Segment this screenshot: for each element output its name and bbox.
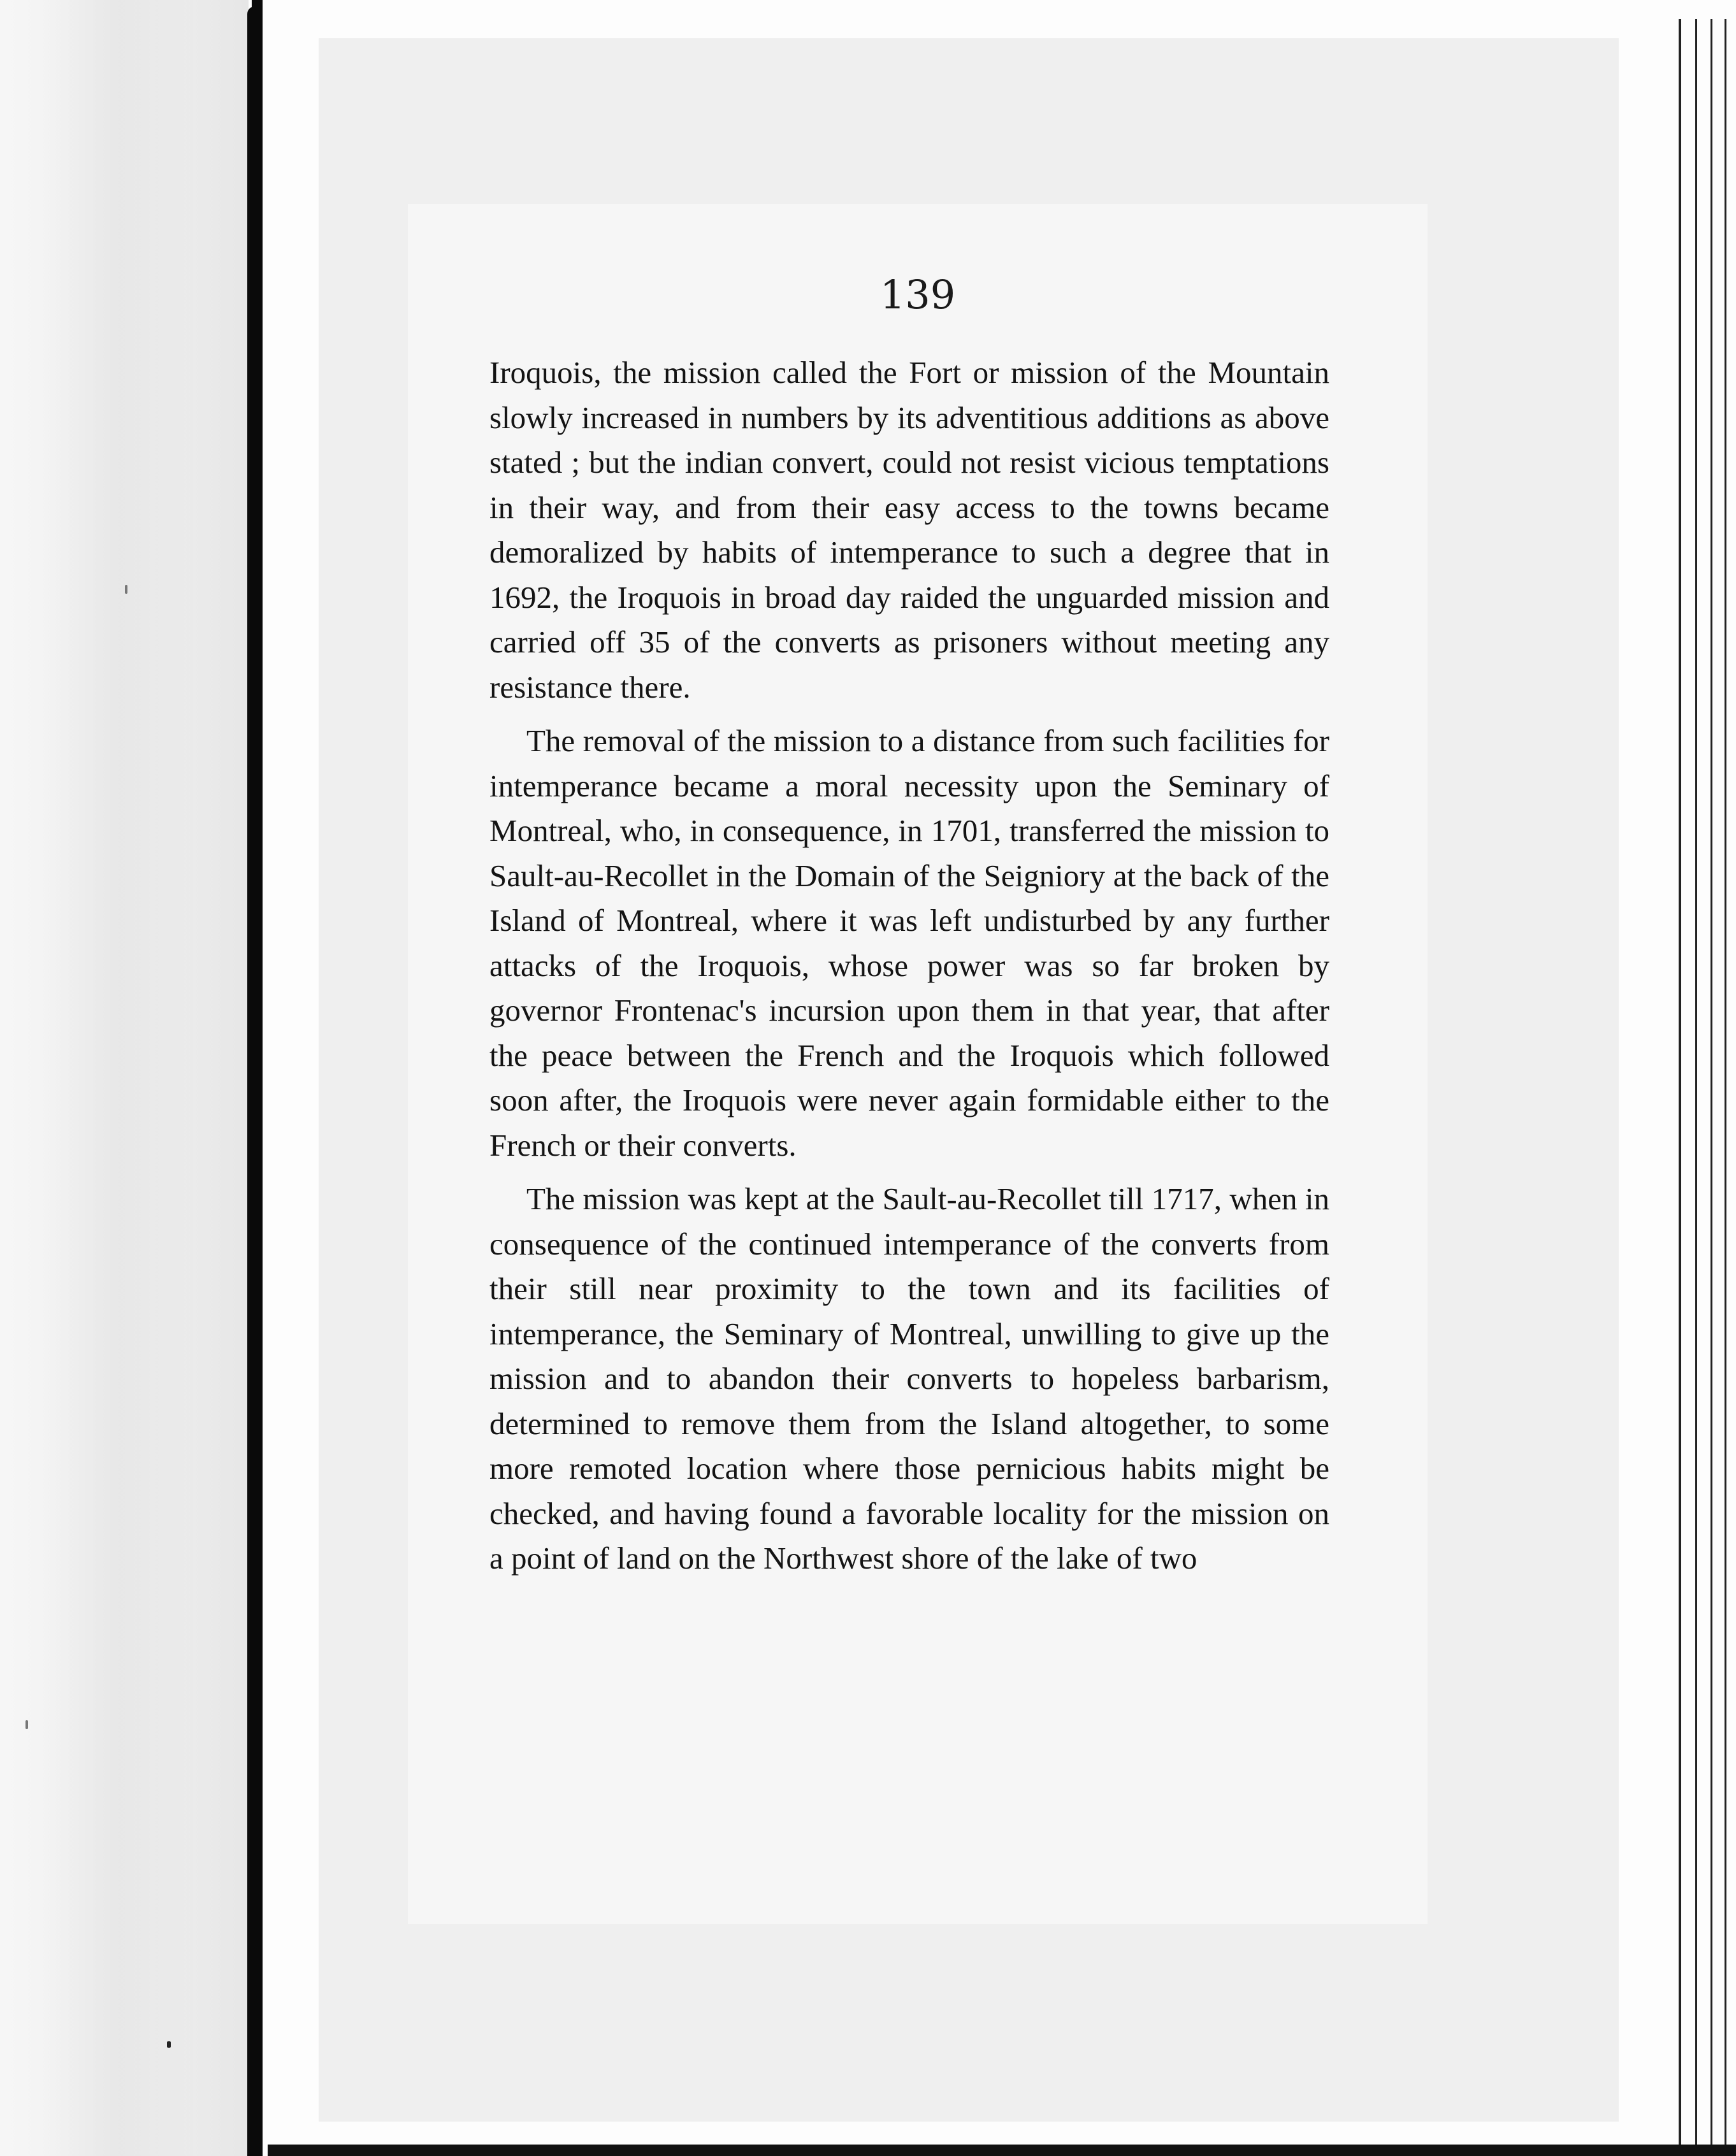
paragraph: The removal of the mission to a distance from such facilities for intemperance became a moral necessity upon the Seminary of Montreal, who, in consequence, in 1701, transferred the mission to Sault-au-Recollet in the Domain of the Seigniory at the back of the Island of Montreal, where it was left undisturbed by any further attacks of the Iroquois, whose power was so far broken by governor Frontenac's incursion upon them in that year, that after the peace between the French and the Iroquois which followed soon after, the Iroquois were never again formidable either to the French or their converts.: [489, 723, 1329, 1163]
page-edge-line: [1695, 19, 1697, 2147]
body-text: [489, 350, 1329, 1581]
left-page-shading: [38, 0, 198, 2156]
page-edge-line: [1725, 19, 1726, 2147]
book-spine-gutter: [247, 6, 263, 2156]
page-bottom-border: [268, 2145, 1736, 2156]
page-number: 139: [879, 271, 956, 318]
left-facing-page: [0, 0, 249, 2156]
paragraph: The mission was kept at the Sault-au-Recollet till 1717, when in consequence of the continued intemperance of the converts from their still near proximity to the town and its facilities of intemperance, the Seminary of Montreal, unwilling to give up the mission and to abandon their converts to hopeless barbarism, determined to remove them from the Island altogether, to some more remoted location where those pernicious habits might be checked, and having found a favorable locality for the mission on a point of land on the Northwest shore of the lake of two: [489, 1181, 1329, 1576]
left-page-speck: [25, 1720, 28, 1729]
left-page-speck: [125, 585, 127, 594]
page-edge-line: [1679, 19, 1681, 2147]
page-edge-line: [1711, 19, 1712, 2147]
paragraph: Iroquois, the mission called the Fort or mission of the Mountain slowly increased in numbers by its adventitious additions as above stated ; but the indian convert, could not resist vicious temptations in their way, and from their easy access to the towns became demoralized by habits of intemperance to such a degree that in 1692, the Iroquois in broad day raided the unguarded mission and carried off 35 of the converts as prisoners without meeting any resistance there.: [489, 355, 1329, 705]
left-page-speck: [167, 2041, 171, 2048]
